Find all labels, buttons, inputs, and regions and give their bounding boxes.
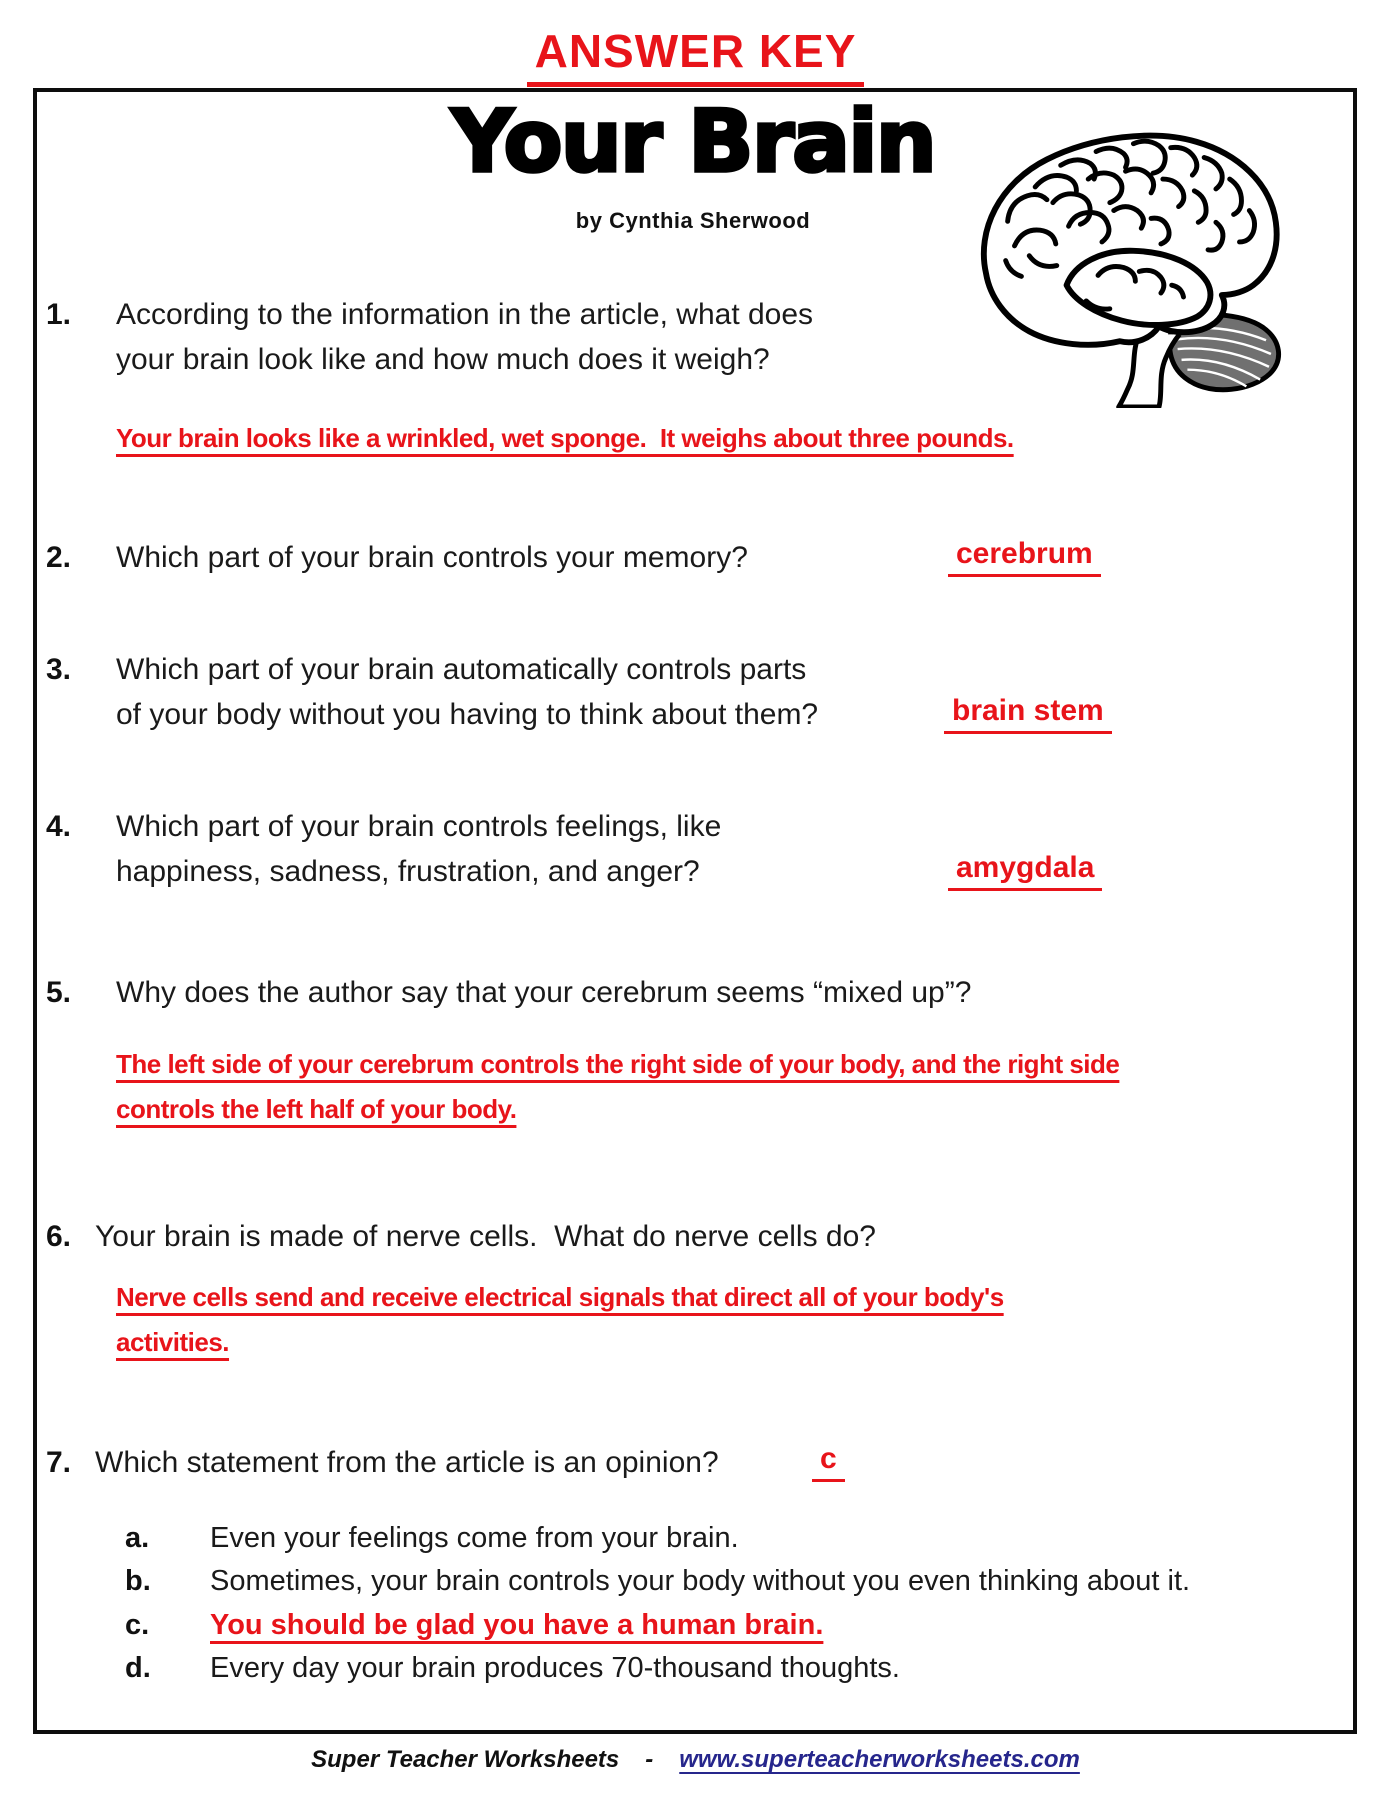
choice-letter-c: c. — [125, 1609, 150, 1641]
question-line: Which part of your brain controls feelings, like — [116, 810, 722, 843]
question-3-answer-blank: brain stem — [944, 694, 1112, 734]
answer-line: Nerve cells send and receive electrical signals that direct all of your body's — [116, 1282, 1004, 1312]
answer-line: activities. — [116, 1327, 230, 1357]
footer-separator: - — [645, 1746, 654, 1773]
question-5-answer — [116, 1042, 1119, 1132]
question-2-answer-blank: cerebrum — [948, 537, 1101, 577]
question-7-answer-blank: c — [812, 1442, 845, 1482]
footer — [0, 1746, 1391, 1774]
question-6-answer — [116, 1275, 1004, 1365]
question-3-number: 3. — [46, 653, 72, 686]
footer-website-link[interactable]: www.superteacherworksheets.com — [679, 1746, 1080, 1773]
question-5-text — [116, 970, 971, 1015]
question-1-answer — [116, 416, 1014, 461]
question-5-number: 5. — [46, 976, 72, 1009]
question-line: happiness, sadness, frustration, and anger? — [116, 855, 700, 888]
question-line: According to the information in the article, what does — [116, 298, 814, 331]
question-4-number: 4. — [46, 810, 72, 843]
question-1-number: 1. — [46, 298, 72, 331]
answer-line: The left side of your cerebrum controls the right side of your body, and the right side — [116, 1049, 1120, 1079]
question-4-text — [116, 804, 721, 894]
choice-text-c-correct: You should be glad you have a human brain. — [210, 1609, 824, 1641]
question-2-text — [116, 535, 748, 580]
byline: by Cynthia Sherwood — [575, 208, 811, 233]
question-1-text — [116, 292, 813, 382]
choice-letter-d: d. — [125, 1652, 151, 1684]
page-title: Your Brain — [451, 92, 935, 192]
question-line: your brain look like and how much does it weigh? — [116, 343, 770, 376]
answer-line: controls the left half of your body. — [116, 1094, 517, 1124]
question-line: Your brain is made of nerve cells. What do nerve cells do? — [95, 1220, 876, 1253]
answer-line: Your brain looks like a wrinkled, wet sponge. It weighs about three pounds. — [116, 423, 1014, 453]
choice-letter-b: b. — [125, 1565, 151, 1597]
question-line: Which part of your brain automatically controls parts — [116, 653, 807, 686]
brain-icon — [970, 128, 1285, 408]
choice-text-b: Sometimes, your brain controls your body without you even thinking about it. — [210, 1565, 1191, 1597]
question-6-text — [95, 1214, 876, 1259]
question-2-number: 2. — [46, 541, 72, 574]
footer-brand: Super Teacher Worksheets — [311, 1746, 620, 1773]
question-4-answer-blank: amygdala — [948, 851, 1102, 891]
choice-letter-a: a. — [125, 1522, 150, 1554]
choice-text-d: Every day your brain produces 70-thousand thoughts. — [210, 1652, 900, 1684]
question-line: Which statement from the article is an opinion? — [95, 1446, 719, 1479]
question-line: Why does the author say that your cerebrum seems “mixed up”? — [116, 976, 972, 1009]
question-line: of your body without you having to think about them? — [116, 698, 819, 731]
question-6-number: 6. — [46, 1220, 72, 1253]
question-7-number: 7. — [46, 1446, 72, 1479]
question-7-text — [95, 1440, 719, 1485]
question-line: Which part of your brain controls your memory? — [116, 541, 748, 574]
choice-text-a: Even your feelings come from your brain. — [210, 1522, 739, 1554]
answer-key-heading: ANSWER KEY — [527, 24, 865, 87]
question-3-text — [116, 647, 818, 737]
